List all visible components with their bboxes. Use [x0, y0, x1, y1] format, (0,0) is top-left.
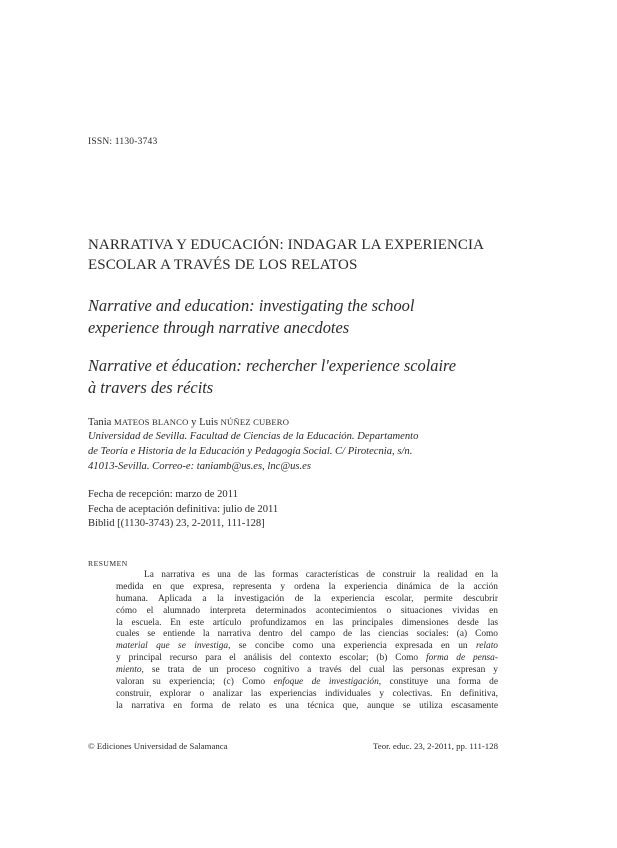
issn: ISSN: 1130-3743 — [88, 137, 158, 147]
abstract-line: la narrativa en forma de relato es una técnica que, aunque se utiliza escasamente — [116, 700, 498, 711]
title-english — [88, 295, 538, 338]
footer-publisher: © Ediciones Universidad de Salamanca — [88, 741, 228, 751]
accepted-date: Fecha de aceptación definitiva: julio de 2011 — [88, 503, 279, 515]
publication-dates — [88, 488, 278, 532]
abstract-line — [116, 641, 498, 653]
footer-citation: Teor. educ. 23, 2-2011, pp. 111-128 — [373, 741, 498, 751]
title-french-line: à travers des récits — [88, 377, 214, 397]
title-english-line: experience through narrative anecdotes — [88, 317, 350, 337]
abstract-emphasis: relato — [475, 641, 498, 652]
abstract-line — [116, 653, 498, 665]
abstract-text: valoran su experiencia; (c) Como — [116, 677, 274, 688]
abstract-line: cómo el alumnado interpreta determinados acontecimientos o situaciones vividas en — [116, 605, 498, 616]
abstract-line — [116, 665, 498, 677]
abstract-text: , se concibe como una experiencia expresada en un — [228, 641, 476, 652]
title-spanish-line: NARRATIVA Y EDUCACIÓN: INDAGAR LA EXPERIENCIA — [88, 237, 485, 253]
abstract-body — [116, 570, 498, 713]
title-english-line: Narrative and education: investigating the school — [88, 296, 415, 315]
abstract-line — [116, 677, 498, 689]
abstract-line: humana. Aplicada a la investigación de la experiencia escolar, permite descubrir — [116, 593, 498, 604]
abstract-emphasis: forma de pensa- — [426, 653, 498, 664]
title-french-line: Narrative et éducation: rechercher l'experience scolaire — [88, 356, 457, 375]
abstract-text: y principal recurso para el análisis del contexto escolar; (b) Como — [116, 653, 426, 664]
abstract-text: constituye una forma de — [381, 677, 499, 688]
abstract-emphasis: enfoque de investigación, — [273, 677, 382, 688]
abstract-text: se trata de un proceso cognitivo a través del cual las personas expresan y — [143, 665, 498, 676]
affiliation-line: 41013-Sevilla. Correo-e: taniamb@us.es, lnc@us.es — [88, 460, 311, 472]
affiliation-line: Universidad de Sevilla. Facultad de Ciencias de la Educación. Departamento — [88, 431, 419, 442]
received-date: Fecha de recepción: marzo de 2011 — [88, 489, 238, 500]
author-first-name: Tania — [88, 417, 112, 428]
author-surname: NÚÑEZ CUBERO — [220, 417, 290, 427]
abstract-line: cuales se entiende la narrativa dentro del campo de las ciencias sociales: (a) Como — [116, 629, 498, 640]
abstract-emphasis: material que se investiga — [116, 641, 229, 652]
author-conjunction: y — [191, 417, 197, 428]
abstract-line: construir, explorar o analizar las experiencias individuales y colectivas. En definitiva, — [116, 688, 498, 699]
abstract-line: la escuela. En este artículo profundizamos en las principales dimensiones desde las — [116, 617, 498, 628]
title-spanish-line: ESCOLAR A TRAVÉS DE LOS RELATOS — [88, 256, 358, 273]
author-surname: MATEOS BLANCO — [114, 417, 189, 427]
abstract-line: La narrativa es una de las formas características de construir la realidad en la — [144, 570, 498, 580]
biblid: Biblid [(1130-3743) 23, 2-2011, 111-128] — [88, 518, 265, 529]
abstract-heading: RESUMEN — [88, 559, 128, 568]
abstract-emphasis: miento, — [116, 665, 144, 676]
title-french — [88, 355, 538, 398]
affiliation-line: de Teoría e Historia de la Educación y Pedagogía Social. C/ Pirotecnia, s/n. — [88, 445, 413, 457]
authors — [88, 417, 289, 428]
abstract-line: medida en que expresa, representa y ordena la experiencia dinámica de la acción — [116, 581, 498, 592]
affiliation — [88, 430, 528, 474]
title-spanish — [88, 236, 528, 275]
author-first-name: Luis — [199, 417, 218, 428]
